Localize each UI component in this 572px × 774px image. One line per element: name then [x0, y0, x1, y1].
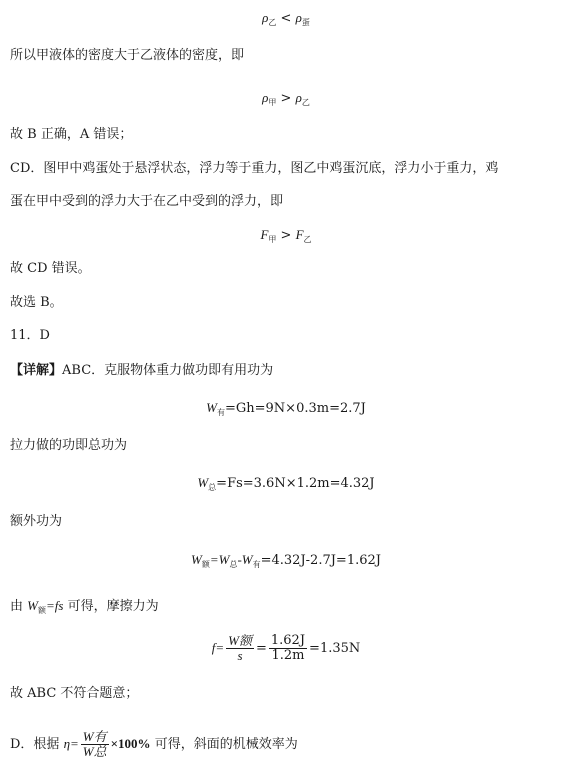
- fraction: $\frac{\text{W有}}{\text{W总}}$: [82, 729, 107, 759]
- text-line: 由 $W_额=fs$ 可得，摩擦力为: [10, 598, 159, 615]
- equation-friction: f= $\frac{\text{W额}}{s}$ = $\frac{1.62J}{1.2m}$ =1.35N: [211, 633, 361, 663]
- rho-symbol: ρ: [262, 10, 269, 25]
- equation-useful-work: $W_有=Gh=9N\times 0.3m=2.7J$: [206, 400, 366, 417]
- text-line: 故选 B。: [10, 295, 63, 310]
- text-line: 故 ABC 不符合题意；: [10, 686, 139, 701]
- text-line: 故 B 正确，A 错误；: [10, 127, 133, 142]
- text-line: 蛋在甲中受到的浮力大于在乙中受到的浮力，即: [10, 194, 284, 209]
- equation-total-work: $W_总=Fs=3.6N\times 1.2m=4.32J$: [197, 475, 375, 492]
- detail-tag: 【详解】: [10, 362, 63, 377]
- fraction: $\frac{1.62J}{1.2m}$: [270, 633, 306, 663]
- equation-rho-yi-lt-egg: $\rho_乙 < \rho_蛋$: [262, 10, 310, 27]
- question-number: 11．D: [10, 328, 50, 343]
- fraction: $\frac{\text{W额}}{s}$: [228, 633, 252, 663]
- text-line: 所以甲液体的密度大于乙液体的密度，即: [10, 48, 245, 63]
- equation-rho-jia-gt-yi: $\rho_甲 > \rho_乙$: [262, 90, 310, 107]
- text-line: 额外功为: [10, 514, 63, 529]
- text-line: 故 CD 错误。: [10, 261, 91, 276]
- text-line: 拉力做的功即总功为: [10, 438, 128, 453]
- equation-extra-work: $W_额=W_总-W_有=4.32J-2.7J=1.62J$: [190, 552, 381, 569]
- text-line: D．根据 η= $\frac{\text{W有}}{\text{W总}}$ ×100% 可得，斜面的机械效率为: [10, 729, 298, 759]
- text-line: 【详解】ABC．克服物体重力做功即有用功为: [10, 362, 274, 378]
- equation-f-jia-gt-f-yi: $F_甲 > F_乙$: [260, 227, 312, 244]
- text-line: CD．图甲中鸡蛋处于悬浮状态，浮力等于重力，图乙中鸡蛋沉底，浮力小于重力，鸡: [10, 161, 499, 176]
